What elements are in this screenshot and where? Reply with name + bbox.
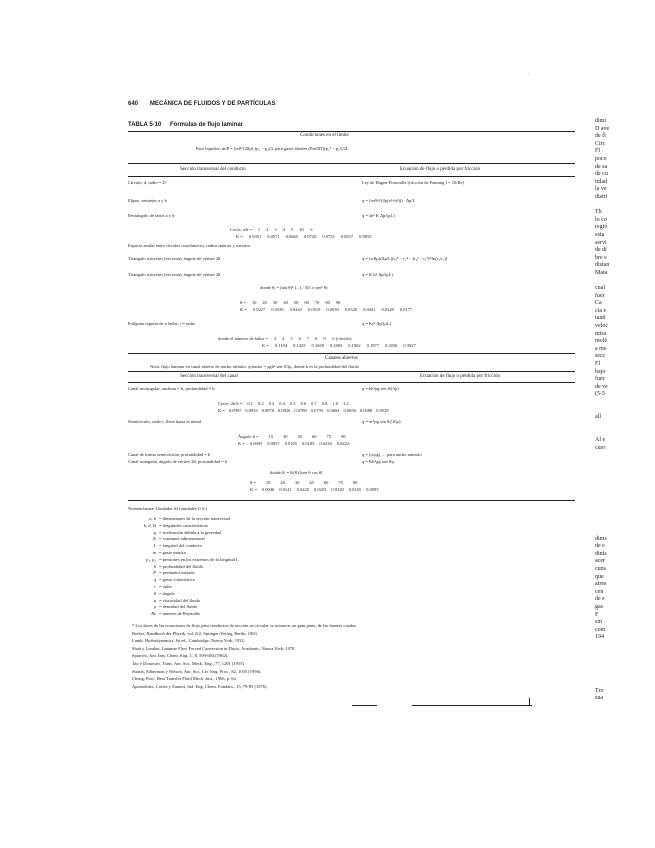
side-fragment	[595, 490, 609, 498]
value-cell: 30	[272, 300, 278, 305]
value-cell: 10	[251, 300, 257, 305]
angle-row	[238, 434, 345, 440]
value-cell: 0.0093	[366, 487, 379, 492]
side-fragment: de e	[595, 543, 605, 550]
side-fragment	[595, 422, 609, 430]
value-cell: 0.0227	[252, 307, 266, 312]
side-fragment	[595, 657, 609, 665]
side-fragment: molé	[595, 338, 607, 345]
side-fragment: bre e	[595, 254, 607, 261]
value-cell: 45	[309, 480, 314, 485]
table-title: Fórmulas de flujo laminar	[170, 122, 244, 128]
side-fragment: que	[595, 573, 604, 580]
nomenclature-item	[128, 577, 195, 583]
value-cell: 60	[323, 480, 329, 485]
nomenclature-item	[128, 591, 175, 597]
tri-angle-label: θ =	[240, 300, 246, 305]
rect-ratio-row	[230, 227, 313, 233]
side-fragment: distri	[595, 193, 608, 200]
tri2-angle-label: θ =	[250, 480, 256, 485]
value-cell: 10	[265, 480, 271, 485]
value-cell: 0.0550	[326, 307, 339, 312]
nomenclature-item	[128, 604, 197, 610]
table-row-formula: q = Kr⁴ Δp/(μL)	[362, 321, 392, 326]
side-fragment: aires	[595, 581, 607, 588]
side-fragment: tidad	[595, 178, 607, 185]
value-cell: 0.0876	[261, 408, 275, 413]
side-fragment: Fl	[595, 148, 601, 155]
footnote-line: Cheng, Proc. Heat Transfer Fluid Mech. Inst., 1966, p. 64.	[132, 676, 237, 682]
side-fragment	[595, 513, 609, 521]
footnote-line: Straub, Silberman y Nelson, Am. Soc. Civ. Eng. Proc., 82, 1035 (1956).	[132, 668, 262, 674]
value-cell: 0.0588	[359, 408, 373, 413]
nomenclature-item	[128, 550, 186, 556]
table-row-formula: q = (π/8μ)(Δp/L)[r₂⁴ − r₁⁴ − (r₂² − r₁²)²/ln(r₂/r₁)]	[362, 256, 448, 261]
value-cell: 75	[326, 434, 331, 439]
value-cell: 3	[273, 336, 277, 341]
nomenclature-symbol: P	[153, 570, 156, 576]
value-cell: 90	[335, 300, 341, 305]
poly-k-row	[262, 343, 416, 349]
footnote-line: Shah y London, Laminar Flow Forced Convection in Ducts, Academic, Nueva York, 1978.	[132, 645, 296, 651]
section2-note: Nota: flujo laminar en canal abierto de ancho infinito: q/ancho = ρgh³ sen θ/3μ, donde h es la profundidad del fluido	[150, 364, 360, 369]
value-cell: 2	[266, 227, 269, 232]
value-cell: 0.0005	[249, 441, 263, 446]
table-label: TABLA 5-10	[128, 122, 162, 128]
side-fragment	[595, 642, 609, 650]
value-cell: 0.0519	[308, 307, 321, 312]
running-title: MECÁNICA DE FLUIDOS Y DE PARTÍCULAS	[150, 101, 276, 107]
col-header-section: Sección transversal del conducto	[180, 167, 246, 172]
value-cell: 0.6	[300, 401, 307, 406]
nomenclature-symbol: p₁, p₂	[146, 556, 156, 562]
value-cell: 20	[280, 480, 285, 485]
rule	[412, 705, 532, 706]
value-cell: 0.0656	[343, 408, 356, 413]
side-fragment: cual	[595, 285, 605, 292]
table-row-section: Polígono regular de n lados, r = radio	[128, 321, 196, 326]
nomenclature-item	[128, 570, 195, 576]
value-cell: 0.1104	[274, 343, 288, 348]
nomenclature-symbol: L	[153, 543, 156, 549]
footnote-line: Lamb, Hydrodynamics, 6a ed., Cambridge, Nueva York, 1932.	[132, 638, 245, 644]
nomenclature-meaning: = presiones en los extremos de la longitud L	[159, 556, 239, 562]
table-row-section: Canal de forma semicircular, profundidad = h	[128, 452, 211, 457]
poly-label: donde el número de lados =	[218, 336, 268, 341]
poly-row	[218, 336, 351, 342]
ch-k-label: K =	[218, 408, 225, 413]
nomenclature-item	[128, 516, 230, 522]
side-fragment: Ca	[595, 300, 602, 307]
nomenclature-item	[128, 523, 208, 529]
table-row-formula: q = bh³ρg sen θ/(3μ)	[362, 386, 399, 391]
value-cell: 0.1	[247, 401, 254, 406]
angle-label: Ángulo θ =	[238, 434, 259, 439]
section2-title: Canales abiertos	[325, 356, 358, 361]
nomenclature-symbol: g	[153, 529, 156, 535]
col-header-formula: Ecuación de flujo o pérdida por fricción	[400, 167, 480, 172]
col2-header-formula: Ecuación de flujo o pérdida por fricción	[420, 374, 500, 379]
nomenclature-item	[128, 536, 205, 542]
value-cell: 0.0833	[359, 234, 372, 239]
nomenclature-item	[128, 530, 221, 536]
side-fragment: cuer	[595, 444, 606, 451]
value-cell: 0.0780	[294, 408, 307, 413]
side-fragment	[595, 399, 609, 407]
side-fragment: Al e	[595, 436, 606, 443]
side-fragment	[595, 483, 609, 491]
nomenclature-item	[128, 564, 203, 570]
ch-ratio-row	[218, 401, 349, 407]
side-fragment: sin	[595, 619, 603, 626]
table-row-section: Canal rectangular, anchura = b, profundidad = h	[128, 386, 215, 391]
value-cell: 20	[262, 300, 267, 305]
formula-text: q = K h⁴ Δp/(μL)	[362, 272, 393, 277]
value-cell: 0.1803	[329, 343, 343, 348]
value-cell: 80	[325, 300, 330, 305]
side-fragment: (5-5	[595, 391, 605, 398]
nomenclature-item	[128, 543, 202, 549]
rule	[529, 698, 530, 706]
side-fragment: lo co	[595, 216, 607, 223]
table-row-formula: q = (πa³b³/(4μ(a²+b²))) · Δp/L	[362, 198, 416, 203]
value-cell: 0.0220	[331, 487, 344, 492]
nomenclature-symbol: ṁ	[152, 550, 156, 555]
tri2-k-row	[250, 487, 379, 493]
side-fragment: bajo	[595, 368, 606, 375]
value-cell: 4	[282, 227, 285, 232]
value-cell: ∞ (círculo)	[331, 336, 352, 341]
value-cell: 15	[268, 434, 273, 439]
side-fragment	[595, 505, 609, 513]
value-cell: 0.0443	[289, 307, 303, 312]
value-cell: 70	[338, 480, 343, 485]
tri-formula: donde K = (tan θ)²·(...) / 3(3 ± sen² θ)	[260, 285, 328, 290]
nomenclature-symbol: b, d, D	[143, 522, 156, 528]
value-cell: 0.8	[321, 401, 328, 406]
table-row-formula: q = πr⁴ρg sen θ/(16μ)	[362, 419, 401, 424]
corner-mark: ·	[528, 73, 530, 78]
col2-header-section: Sección transversal del canal	[180, 374, 238, 379]
side-fragment: de sa	[595, 163, 608, 170]
tri-k-label: K =	[240, 307, 247, 312]
value-cell: 0.0339	[271, 307, 284, 312]
side-fragment: Th	[595, 209, 602, 216]
side-fragment	[595, 672, 609, 680]
side-fragment: cuns	[595, 566, 606, 573]
side-fragment: de di	[595, 247, 607, 254]
value-cell: ∞	[309, 227, 313, 232]
table-row-section: Semicírculo, radio r, lleno hasta la mitad	[128, 419, 202, 424]
value-cell: 30	[294, 480, 300, 485]
value-cell: 70	[314, 300, 320, 305]
table-row-section: Elipse, semiejes a y b	[128, 198, 167, 203]
side-fragment: de fl	[595, 133, 606, 140]
value-cell: 0.0037	[267, 441, 280, 446]
value-cell: 9	[323, 336, 326, 341]
rule	[128, 176, 575, 177]
side-fragment: de e	[595, 596, 605, 603]
value-cell: 0.0255	[314, 487, 327, 492]
side-fragment: de ve	[595, 383, 608, 390]
tri-angle-row	[240, 300, 340, 306]
side-fragment: servi	[595, 239, 607, 246]
side-fragment: Tro	[595, 687, 604, 694]
side-fragment: a me	[595, 345, 607, 352]
side-fragment	[595, 202, 609, 210]
tri2-formula: donde K = K(θ)/[sen θ cos θ]	[270, 470, 323, 475]
side-fragment	[595, 498, 609, 506]
value-cell: 0.0933	[245, 408, 258, 413]
value-cell: 0.0141	[279, 487, 292, 492]
side-fragment: dinis	[595, 550, 607, 557]
value-cell: 0.4	[279, 401, 285, 406]
side-fragment	[595, 680, 609, 688]
side-fragment	[595, 429, 609, 437]
nomenclature-meaning: = dimensiones de la sección transversal	[159, 516, 231, 521]
value-cell: 0.0165	[348, 487, 362, 492]
nomenclature-meaning: = profundidad del fluido	[159, 563, 204, 569]
value-cell: 0.1977	[366, 343, 380, 348]
value-cell: 1	[257, 227, 261, 232]
value-cell: 0.0329	[381, 307, 394, 312]
nomenclature-symbol: θ	[153, 590, 156, 596]
value-cell: 0.0520	[344, 307, 358, 312]
side-fragment: sua	[595, 695, 603, 702]
nomenclature-symbol: Re	[151, 611, 156, 617]
value-cell: 6	[298, 336, 301, 341]
footnote-line: Tao y Donovan, Trans. Am. Soc. Mech. Eng., 77, 1291 (1955).	[132, 661, 246, 666]
value-cell: 0.1902	[348, 343, 361, 348]
nomenclature-meaning: = número de Reynolds	[159, 611, 200, 617]
ch-k-row	[218, 408, 389, 414]
value-cell: 0.3927	[403, 343, 416, 348]
value-cell: 90	[340, 434, 346, 439]
value-cell: 0.0571	[267, 234, 280, 239]
table-bottom-rule	[128, 500, 575, 501]
footnote-line: Berker, Handbuch der Physik, vol. 8/2, Springer-Verlag, Berlín, 1963.	[132, 630, 258, 636]
value-cell: 8	[315, 336, 318, 341]
value-cell: 5	[290, 336, 293, 341]
side-fragment: esta	[595, 231, 605, 238]
tri-k-row	[240, 307, 412, 313]
value-cell: 0.0997	[228, 408, 242, 413]
side-fragment: dimi	[595, 118, 607, 124]
side-fragment: poco	[595, 155, 607, 162]
side-fragment: 194	[595, 634, 604, 641]
value-cell: 0.0230	[319, 441, 332, 446]
side-fragment: de cu	[595, 171, 608, 178]
table-row-formula: q = ab³ K Δp/(μL)	[362, 213, 395, 218]
value-cell: 4	[282, 336, 285, 341]
table-row-formula: q = Kh⁴ρg sen θ/μ	[362, 459, 395, 464]
value-cell: 3	[274, 227, 277, 232]
table-row-section: Círculo; d, radio = D	[128, 180, 166, 185]
side-fragment	[595, 650, 609, 658]
side-fragment	[595, 277, 609, 285]
section-text: Triángulo isósceles (ver nota), ángulo de vértice 2θ	[128, 272, 221, 277]
value-cell: 0.0046	[261, 487, 275, 492]
nomenclature-symbol: r	[154, 584, 156, 589]
nomenclature-meaning: = perímetro mojado	[159, 570, 195, 576]
side-fragment: fuer	[595, 376, 605, 383]
nomenclature-meaning: = gasto másico	[159, 550, 187, 555]
table-row-formula	[362, 272, 393, 278]
footnote-line: Apostolides, Cortes y Zanotti, Ind. Eng. Chem. Fundam., 15, 79-85 (1976).	[132, 683, 268, 689]
page-number: 640	[128, 101, 139, 107]
value-cell: 0.0183	[302, 441, 315, 446]
value-cell: 0.0755	[322, 234, 335, 239]
nomenclature-symbol: q	[153, 577, 156, 583]
nomenclature-item	[128, 611, 200, 617]
value-cell: 0.0105	[284, 441, 298, 446]
rect-k-label: K =	[236, 234, 243, 239]
side-fragment	[595, 665, 609, 673]
side-fragment: dims	[595, 535, 607, 542]
value-cell: 0.0441	[363, 307, 376, 312]
value-cell: 45	[297, 434, 302, 439]
nomenclature-item	[128, 584, 172, 590]
table-row-section: Espacio anular entre círculos concéntricos, radios interior y exterior	[128, 243, 251, 248]
side-fragment: cen	[595, 588, 604, 595]
value-cell: 0.0826	[278, 408, 291, 413]
nomenclature-symbol: μ	[153, 597, 156, 603]
nomenclature-meaning: = densidad del fluido	[159, 604, 198, 610]
poly-k-label: K =	[262, 343, 269, 348]
value-cell: 0.0665	[285, 234, 299, 239]
nomenclature-meaning: = ángulo	[159, 590, 175, 596]
value-cell: 60	[311, 434, 317, 439]
value-cell: 80	[352, 480, 358, 485]
value-cell: 0.2030	[385, 343, 398, 348]
rect-ratio-label: Cocie. a/b =	[230, 227, 252, 232]
value-cell: 0.0694	[327, 408, 340, 413]
nomenclature-meaning: = longitud del conducto	[159, 543, 202, 549]
side-fragment	[595, 520, 609, 528]
rect-k-row	[236, 234, 372, 240]
side-fragment: cia e	[595, 307, 607, 314]
boundary-title: Condiciones en el límite	[300, 133, 349, 138]
side-fragment: gas	[595, 604, 603, 610]
nomenclature-meaning: = radio	[159, 584, 172, 589]
table-top-rule	[128, 131, 575, 132]
ch-ratio-label: Cocie. 2h/b =	[218, 401, 243, 406]
value-cell: 50	[293, 300, 299, 305]
side-fragment	[595, 467, 609, 475]
side-fragment	[595, 475, 609, 483]
side-fragment: Mata	[595, 269, 608, 276]
value-cell: 0.0529	[376, 408, 389, 413]
value-cell: 0.0220	[296, 487, 310, 492]
side-fragment	[595, 528, 609, 536]
table-row-formula: q = (μ/ρg) … para ancho unitario	[362, 452, 422, 457]
nomenclature-item	[128, 598, 200, 604]
value-cell: 0.3	[268, 401, 275, 406]
value-cell: 0.0837	[340, 234, 354, 239]
nomenclature-meaning: = aceleración debida a la gravedad	[159, 529, 222, 535]
value-cell: 1.0	[332, 401, 339, 406]
side-fragment: all	[595, 414, 601, 421]
nomenclature-symbol: h	[153, 563, 156, 569]
tri2-angle-row	[250, 480, 357, 486]
side-fragment: distan	[595, 262, 610, 269]
value-cell: 0.0222	[336, 441, 350, 446]
side-fragment: regió	[595, 224, 608, 231]
nomenclature-title: Nomenclatura: Unidades SI (unidades U.S.)	[128, 506, 208, 511]
rule	[128, 163, 575, 164]
value-cell: 0.1658	[311, 343, 324, 348]
boundary-formula: Para líquidos, ṁ/P = (πd⁴/128μ)·(p₁ − p₂)/L para gases ideales (Pm/RT)(p₁² − p₂²)/2L	[196, 146, 349, 151]
nomenclature-meaning: = longitudes características	[159, 522, 209, 528]
value-cell: 1.2	[343, 401, 349, 406]
side-fragment: com	[595, 626, 606, 633]
value-cell: 5	[290, 227, 294, 232]
value-cell: 0.0720	[304, 234, 317, 239]
side-fragment: acer	[595, 558, 605, 565]
table-row-section: Triángulo isósceles (ver nota), ángulo de vértice 2θ	[128, 256, 221, 261]
value-cell: 0.0735	[310, 408, 324, 413]
value-cell: 0.7	[311, 401, 317, 406]
side-fragment: F	[595, 611, 599, 618]
table-row-formula: Ley de Hagen-Poiseuille (fricción de Fanning f = 16/Re)	[362, 180, 465, 185]
value-cell: 40	[283, 300, 288, 305]
side-fragment: secc	[595, 353, 606, 360]
side-fragment: D ave	[595, 125, 610, 132]
rule	[128, 382, 575, 383]
footnote-line: Sparrow, Am. Inst. Chem. Eng. J., 8, 599-604 (1962).	[132, 653, 229, 659]
value-cell: 7	[306, 336, 310, 341]
side-fragment: la ve	[595, 186, 607, 193]
side-fragment: Circ	[595, 140, 606, 147]
rule	[352, 705, 377, 706]
table-row-section: Canal triangular, ángulo de vértice 2θ, profundidad = h	[128, 459, 227, 464]
value-cell: 10	[299, 227, 304, 232]
nomenclature-meaning: = gasto volumétrico	[159, 577, 196, 583]
nomenclature-meaning: = constante adimensional	[159, 536, 205, 542]
nomenclature-symbol: K	[152, 536, 156, 542]
footnote-line: * Los datos de las ecuaciones de flujo para conductos de sección no circular se tomaron, en gran parte, de las fuentes citadas.	[132, 623, 358, 628]
nomenclature-symbol: ρ	[153, 604, 156, 610]
angle-k-label: K =	[238, 441, 245, 446]
side-fragment	[595, 407, 609, 415]
value-cell: 0.0351	[248, 234, 262, 239]
rule	[128, 371, 575, 372]
side-fragment	[595, 452, 609, 460]
value-cell: 30	[282, 434, 288, 439]
table-row-section: Rectángulo de lados a y b	[128, 213, 175, 218]
tri2-k-label: K =	[250, 487, 257, 492]
side-fragment: fuer	[595, 292, 605, 299]
angle-k-row	[238, 441, 349, 447]
adjacent-page-column	[595, 118, 609, 703]
side-fragment: veloc	[595, 323, 608, 330]
rule	[128, 353, 575, 354]
nomenclature-item	[128, 557, 239, 563]
value-cell: 0.1425	[293, 343, 306, 348]
table-row-section	[128, 272, 220, 278]
value-cell: 60	[304, 300, 309, 305]
value-cell: 0.2	[258, 401, 264, 406]
value-cell: 0.0177	[399, 307, 413, 312]
side-fragment: mira	[595, 330, 606, 337]
nomenclature-meaning: = viscosidad del fluido	[159, 597, 201, 603]
value-cell: 0.5	[289, 401, 296, 406]
nomenclature-symbol: a, b	[149, 516, 156, 521]
side-fragment: Fl	[595, 361, 601, 367]
side-fragment	[595, 460, 609, 468]
side-fragment: tanti	[595, 315, 606, 322]
